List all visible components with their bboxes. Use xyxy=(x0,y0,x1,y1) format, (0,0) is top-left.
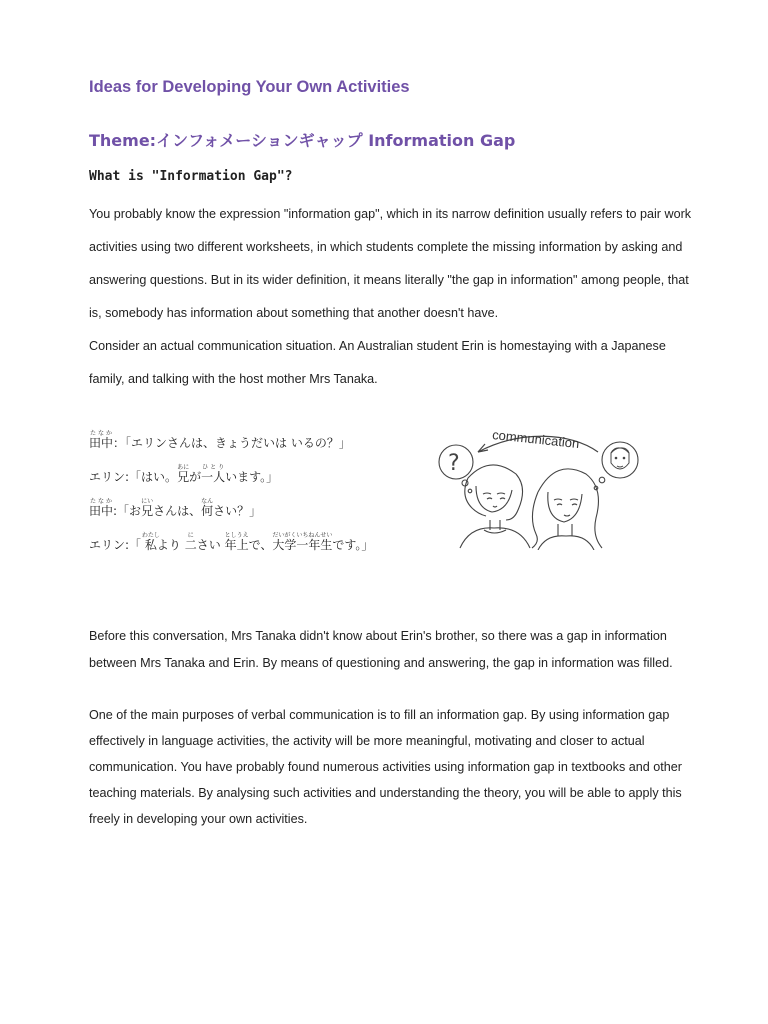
intro-line: You probably know the expression "information gap", which in its narrow definition usually refers to pair work xyxy=(89,207,692,221)
communication-illustration xyxy=(430,420,650,550)
question-mark-icon: ? xyxy=(448,451,460,476)
intro-line: is, somebody has information about something that another doesn't have. xyxy=(89,306,499,320)
paragraph-line: One of the main purposes of verbal communication is to fill an information gap. By using information gap xyxy=(89,708,670,722)
dialogue-line-1: 田中たなか：「エリンさんは、きょうだいは いるの？」 xyxy=(89,430,351,450)
paragraph-line: freely in developing your own activities. xyxy=(89,812,308,826)
paragraph-line: communication. You have probably found numerous activities using information gap in textbooks and other xyxy=(89,760,682,774)
intro-line: family, and talking with the host mother Mrs Tanaka. xyxy=(89,372,378,386)
paragraph-line: between Mrs Tanaka and Erin. By means of questioning and answering, the gap in information was filled. xyxy=(89,656,673,670)
paragraph-line: effectively in language activities, the activity will be more meaningful, motivating and closer to actual xyxy=(89,734,645,748)
page-title: Ideas for Developing Your Own Activities xyxy=(89,78,410,96)
illustration-caption: communication xyxy=(491,427,581,452)
intro-line: activities using two different worksheets, in which students complete the missing information by asking and xyxy=(89,240,683,254)
theme-heading: Theme:インフォメーションギャップ Information Gap xyxy=(89,131,516,150)
dialogue-line-2: エリン:「はい。兄あにが一人ひとりいます。」 xyxy=(89,464,279,484)
woman-right-icon xyxy=(532,469,602,550)
dialogue-line-3: 田中たなか:「お兄にいさんは、何なんさい？」 xyxy=(89,498,262,518)
dialogue-line-4: エリン:「 私わたしより 二にさい 年上としうえで、大学一年生だいがくいちねんせいです。」 xyxy=(89,532,374,552)
paragraph-line: Before this conversation, Mrs Tanaka didn't know about Erin's brother, so there was a gap in information xyxy=(89,629,667,643)
section-heading: What is "Information Gap"? xyxy=(89,169,293,184)
intro-line: Consider an actual communication situation. An Australian student Erin is homestaying with a Japanese xyxy=(89,339,666,353)
woman-left-icon xyxy=(460,465,530,548)
intro-line: answering questions. But in its wider definition, it means literally "the gap in information" among people, that xyxy=(89,273,689,287)
paragraph-line: teaching materials. By analysing such activities and understanding the theory, you will be able to apply this xyxy=(89,786,682,800)
